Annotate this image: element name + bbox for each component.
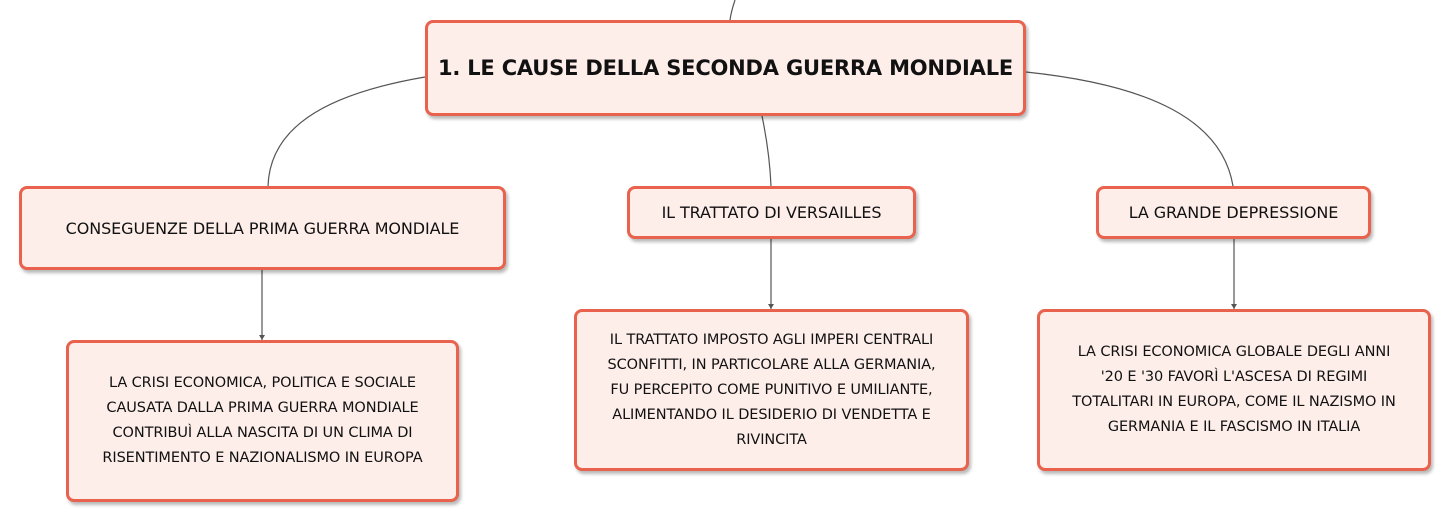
topic-node-versailles[interactable] <box>627 186 916 239</box>
detail-text <box>102 371 422 471</box>
central-topic-label: 1. LE CAUSE DELLA SECONDA GUERRA MONDIALE <box>437 56 1014 80</box>
detail-line: '20 E '30 FAVORÌ L'ASCESA DI REGIMI <box>1100 369 1368 385</box>
detail-line: ALIMENTANDO IL DESIDERIO DI VENDETTA E <box>612 406 931 423</box>
connector-root-parent <box>730 0 735 20</box>
detail-node-prima-guerra[interactable] <box>66 340 459 502</box>
central-topic-node[interactable] <box>425 20 1026 116</box>
topic-label: CONSEGUENZE DELLA PRIMA GUERRA MONDIALE <box>65 218 460 238</box>
detail-line: SCONFITTI, IN PARTICOLARE ALLA GERMANIA, <box>607 356 936 373</box>
detail-line: TOTALITARI IN EUROPA, COME IL NAZISMO IN <box>1072 394 1396 410</box>
detail-line: GERMANIA E IL FASCISMO IN ITALIA <box>1107 419 1361 435</box>
detail-line: RIVINCITA <box>736 431 807 448</box>
topic-label: LA GRANDE DEPRESSIONE <box>1128 203 1339 222</box>
topic-label: IL TRATTATO DI VERSAILLES <box>661 203 882 222</box>
detail-line: FU PERCEPITO COME PUNITIVO E UMILIANTE, <box>610 381 933 398</box>
detail-line: LA CRISI ECONOMICA, POLITICA E SOCIALE <box>109 375 416 391</box>
detail-line: IL TRATTATO IMPOSTO AGLI IMPERI CENTRALI <box>609 331 934 348</box>
detail-node-versailles[interactable] <box>574 309 969 471</box>
topic-node-prima-guerra[interactable] <box>19 186 506 270</box>
detail-line: CONTRIBUÌ ALLA NASCITA DI UN CLIMA DI <box>112 425 413 441</box>
detail-line: RISENTIMENTO E NAZIONALISMO IN EUROPA <box>102 450 423 466</box>
connector-root-topic-2 <box>762 116 771 186</box>
connector-root-topic-3 <box>1026 72 1233 186</box>
detail-text <box>1072 340 1395 440</box>
connector-root-topic-1 <box>268 77 425 186</box>
detail-node-grande-depressione[interactable] <box>1037 309 1431 471</box>
topic-node-grande-depressione[interactable] <box>1096 186 1371 239</box>
detail-text <box>608 328 936 453</box>
detail-line: LA CRISI ECONOMICA GLOBALE DEGLI ANNI <box>1077 344 1391 360</box>
detail-line: CAUSATA DALLA PRIMA GUERRA MONDIALE <box>106 400 419 416</box>
